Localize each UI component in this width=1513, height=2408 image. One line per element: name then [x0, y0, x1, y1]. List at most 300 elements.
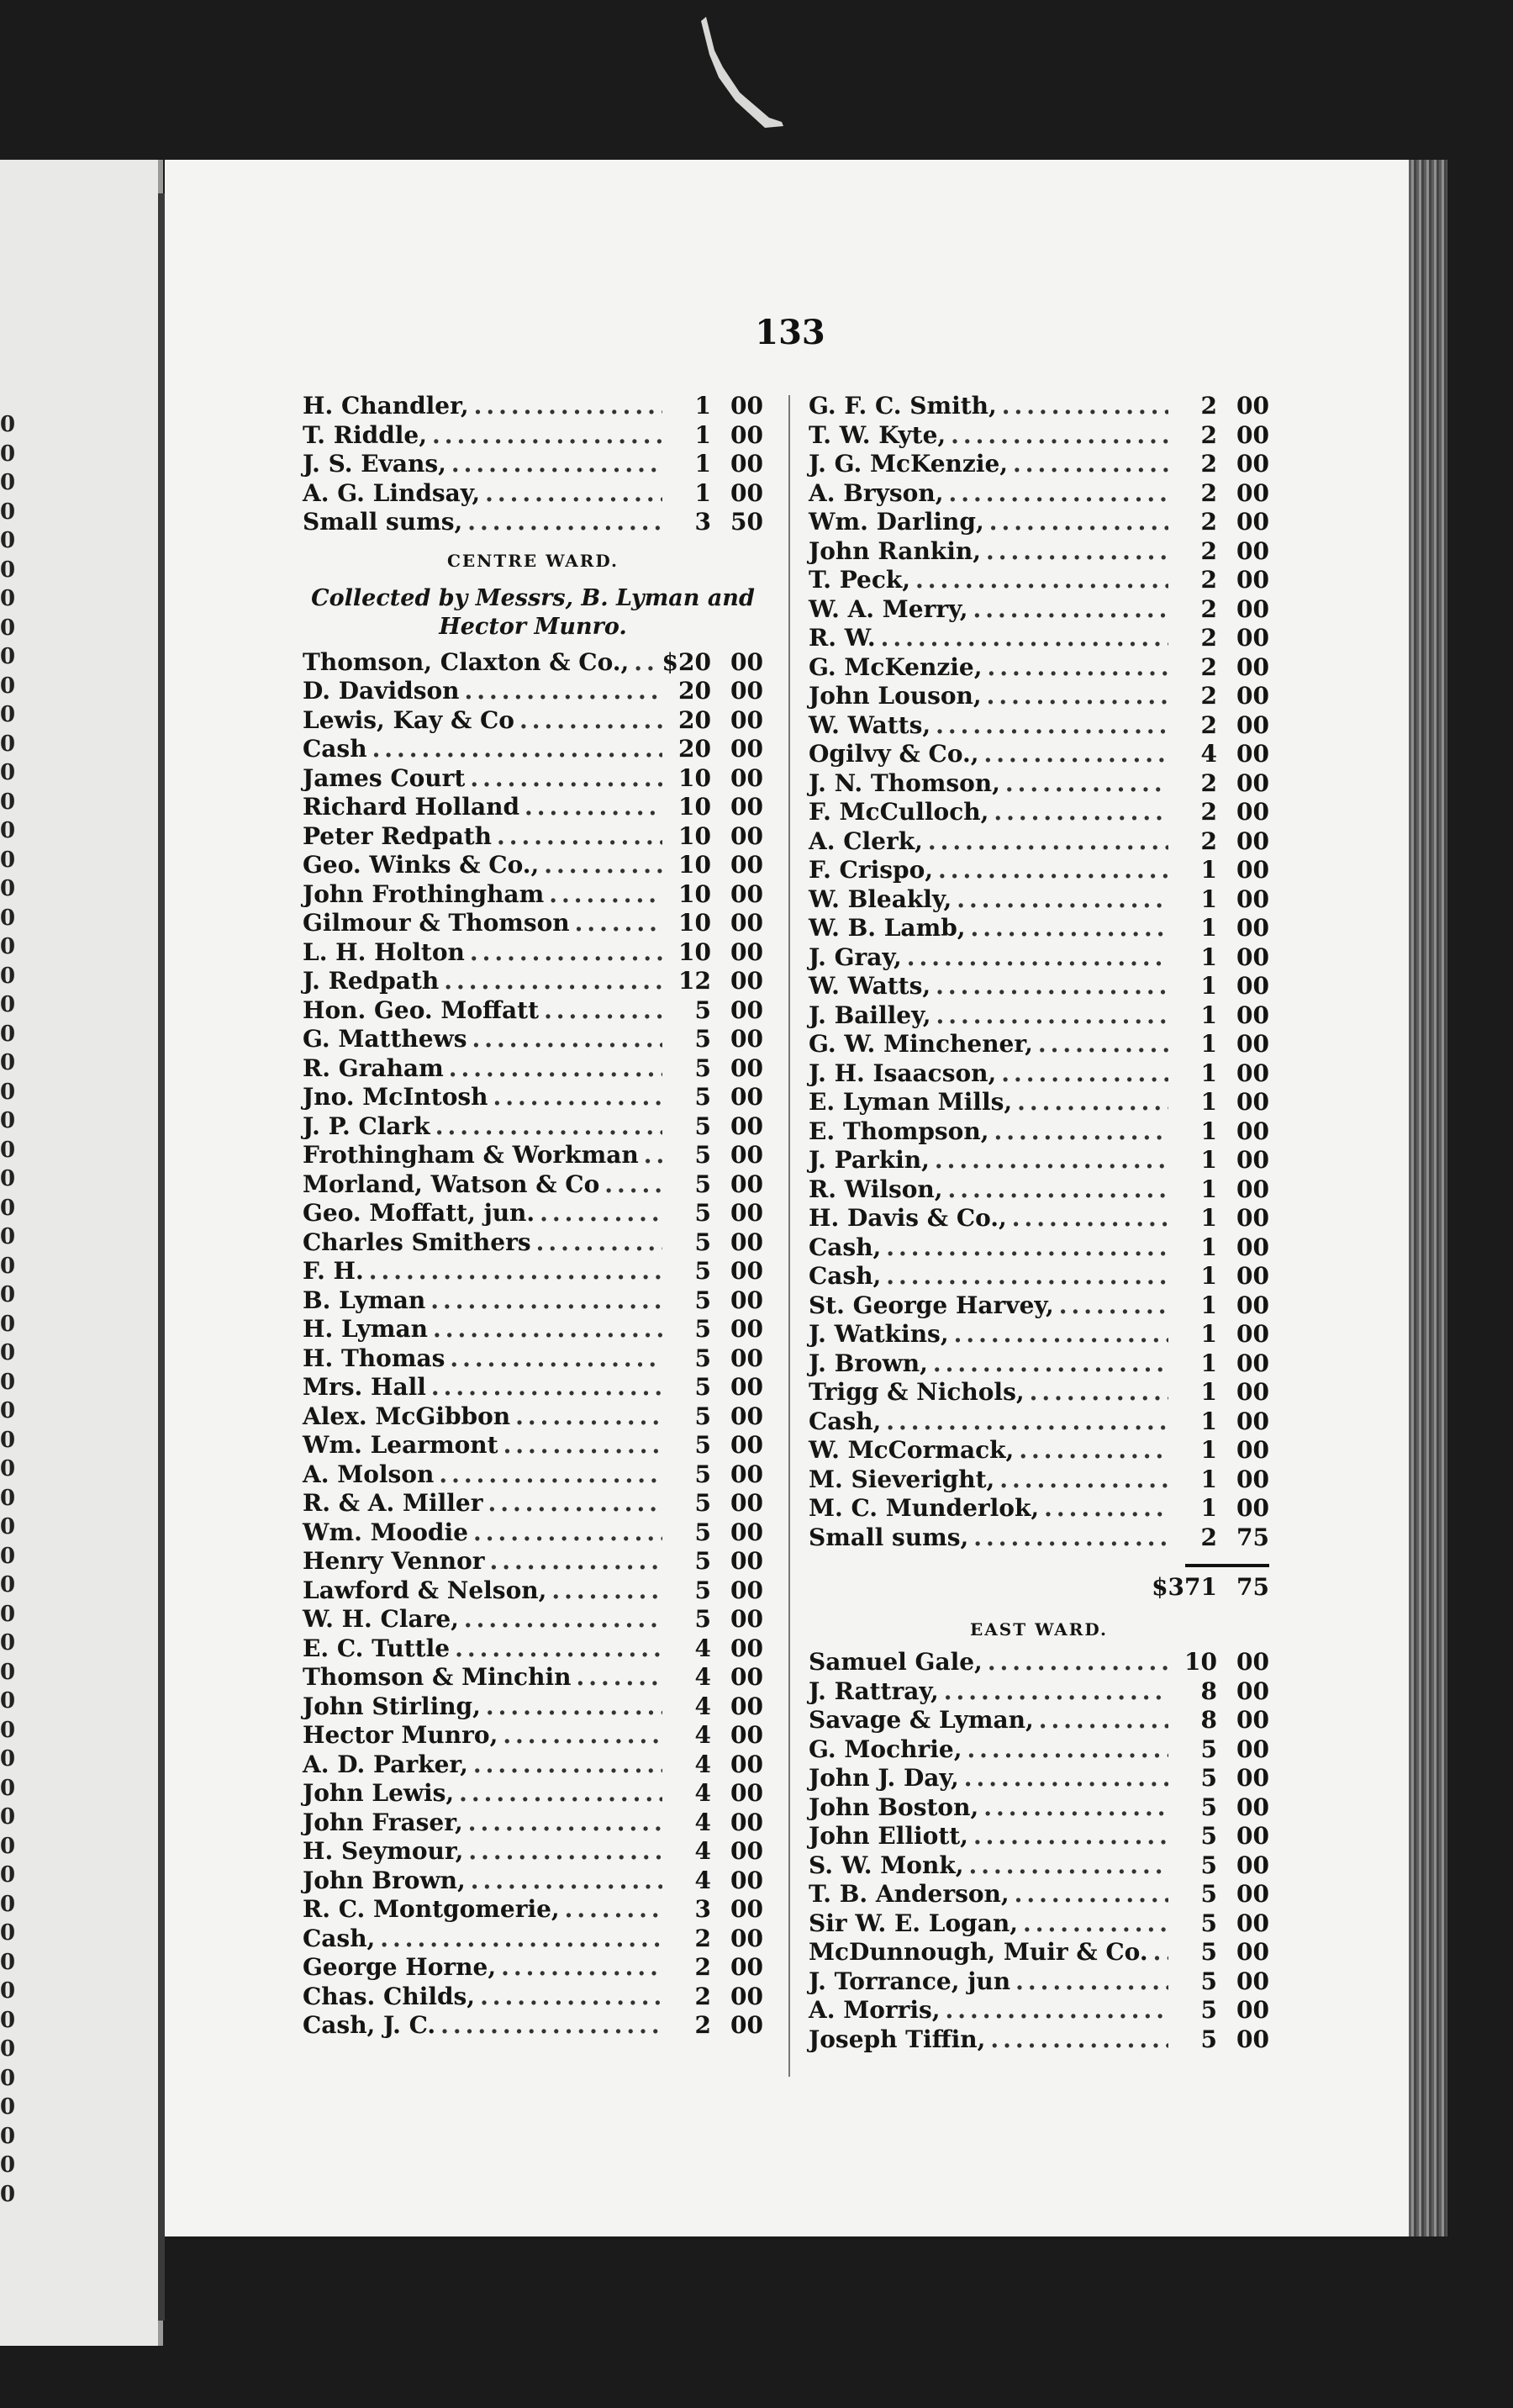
donor-name: W. H. Clare,: [303, 1605, 459, 1633]
amount-cents: 00: [1236, 856, 1269, 884]
donor-name: J. Gray,: [809, 943, 902, 971]
ledger-row: [303, 392, 763, 421]
donor-name: J. H. Isaacson,: [809, 1059, 997, 1087]
ledger-row: [809, 1996, 1269, 2025]
left-page-digit: 0: [0, 1108, 16, 1133]
leader-dots: [1038, 1030, 1168, 1058]
amount-cents: 00: [730, 879, 763, 908]
continued-entries: [809, 392, 1269, 1552]
amount-cents: 00: [730, 1083, 763, 1111]
ledger-row: [809, 1967, 1269, 1997]
ledger-row: [303, 1431, 763, 1460]
amount-cents: 00: [1236, 1706, 1269, 1734]
leader-dots: [954, 1320, 1168, 1348]
donor-name: W. McCormack,: [809, 1436, 1015, 1464]
amount-cents: 00: [1236, 478, 1269, 507]
leader-dots: [1015, 1967, 1168, 1995]
amount-dollars: 2: [1200, 594, 1217, 623]
left-page-digit: 0: [0, 1311, 16, 1337]
leader-dots: [503, 1721, 662, 1749]
ledger-row: [809, 479, 1269, 509]
amount-dollars: 1: [1200, 1494, 1217, 1522]
donor-name: J. Bailley,: [809, 1001, 931, 1029]
ledger-row: [809, 1735, 1269, 1765]
donor-name: S. W. Monk,: [809, 1851, 964, 1879]
total-cents: 75: [1236, 1572, 1269, 1601]
donor-name: James Court: [303, 763, 466, 792]
ledger-row: [809, 1764, 1269, 1793]
donor-name: Mrs. Hall: [303, 1373, 426, 1401]
donor-name: George Horne,: [303, 1953, 497, 1981]
left-page-digit: 0: [0, 1195, 16, 1221]
ledger-row: [809, 1001, 1269, 1031]
leader-dots: [936, 711, 1168, 739]
amount-cents: 00: [730, 1982, 763, 2010]
donor-name: John J. Day,: [809, 1764, 959, 1792]
left-page-digit: 0: [0, 789, 16, 815]
donor-name: Wm. Moodie: [303, 1518, 468, 1546]
donor-name: Geo. Winks & Co.,: [303, 851, 540, 879]
ledger-row: [809, 740, 1269, 769]
ledger-row: [303, 1025, 763, 1054]
leader-dots: [1017, 1088, 1168, 1116]
amount-dollars: 2: [1200, 652, 1217, 681]
east-ward-entries: [809, 1648, 1269, 2054]
donor-name: T. B. Anderson,: [809, 1880, 1010, 1908]
leader-dots: [946, 1996, 1168, 2024]
left-page-digit: 0: [0, 1514, 16, 1539]
amount-dollars: 5: [1200, 1996, 1217, 2024]
amount-cents: 00: [1236, 1494, 1269, 1522]
amount-dollars: 1: [1200, 1291, 1217, 1319]
ledger-row: [809, 1793, 1269, 1823]
left-page-digit: 0: [0, 528, 16, 553]
leader-dots: [968, 1851, 1168, 1879]
ledger-row: [303, 1721, 763, 1751]
donor-name: Cash,: [303, 1924, 376, 1952]
amount-cents: 00: [1236, 1233, 1269, 1261]
amount-dollars: 10: [678, 879, 711, 908]
amount-dollars: 5: [694, 1315, 711, 1343]
amount-dollars: 10: [678, 763, 711, 792]
donor-name: J. P. Clark: [303, 1112, 430, 1140]
leader-dots: [449, 1054, 662, 1082]
donor-name: St. George Harvey,: [809, 1291, 1054, 1319]
leader-dots: [467, 508, 662, 536]
ledger-row: [303, 1315, 763, 1344]
amount-cents: 00: [1236, 1880, 1269, 1908]
amount-cents: 00: [730, 1518, 763, 1546]
amount-cents: 00: [1236, 740, 1269, 768]
donor-name: M. C. Munderlok,: [809, 1494, 1040, 1522]
leader-dots: [450, 1344, 662, 1372]
leader-dots: [372, 735, 662, 763]
left-page-digit: 0: [0, 586, 16, 611]
ledger-row: [303, 508, 763, 537]
donor-name: W. A. Merry,: [809, 594, 968, 623]
ledger-row: [303, 1228, 763, 1258]
amount-dollars: 1: [1200, 885, 1217, 913]
donor-name: D. Davidson: [303, 677, 460, 705]
donor-name: R. & A. Miller: [303, 1489, 483, 1517]
leader-dots: [432, 421, 662, 449]
ledger-row: [303, 1257, 763, 1286]
leader-dots: [474, 392, 662, 420]
ledger-row: [809, 1648, 1269, 1677]
ledger-row: [303, 1809, 763, 1838]
amount-cents: 00: [1236, 885, 1269, 913]
ledger-row: [809, 711, 1269, 741]
total-dollars: $371: [1152, 1572, 1217, 1601]
leader-dots: [1153, 1938, 1168, 1966]
donor-name: E. Thompson,: [809, 1117, 989, 1145]
amount-dollars: 1: [1200, 1378, 1217, 1406]
donor-name: Trigg & Nichols,: [809, 1378, 1025, 1406]
left-page-digit: 0: [0, 2152, 16, 2178]
donor-name: Wm. Learmont: [303, 1431, 498, 1459]
ledger-row: [809, 1909, 1269, 1939]
left-page-digit: 0: [0, 992, 16, 1017]
leader-dots: [967, 1735, 1168, 1763]
leader-dots: [490, 1547, 662, 1575]
amount-dollars: 4: [1200, 740, 1217, 768]
ledger-row: [303, 1402, 763, 1432]
leader-dots: [1023, 1909, 1168, 1937]
left-page-digit: 0: [0, 1572, 16, 1597]
left-page-digit: 0: [0, 847, 16, 873]
donor-name: J. Torrance, jun: [809, 1967, 1011, 1995]
ledger-row: [809, 1117, 1269, 1147]
leader-dots: [525, 793, 662, 821]
left-page-digit: 0: [0, 1427, 16, 1453]
ledger-row: [303, 706, 763, 736]
ledger-row: [303, 764, 763, 794]
amount-dollars: 5: [694, 1228, 711, 1256]
amount-cents: 00: [1236, 1735, 1269, 1763]
amount-dollars: 2: [1200, 392, 1217, 420]
amount-dollars: 4: [694, 1663, 711, 1691]
donor-name: Wm. Darling,: [809, 508, 984, 536]
amount-dollars: 1: [1200, 1233, 1217, 1261]
amount-cents: 00: [1236, 1349, 1269, 1377]
leader-dots: [999, 1465, 1168, 1493]
leader-dots: [485, 479, 662, 507]
amount-dollars: 1: [1200, 1088, 1217, 1116]
donor-name: Hector Munro,: [303, 1721, 498, 1749]
leader-dots: [984, 740, 1168, 768]
amount-cents: 00: [1236, 1407, 1269, 1435]
centre-ward-heading: CENTRE WARD.: [446, 550, 619, 571]
leader-dots: [501, 1953, 662, 1981]
ledger-row: [809, 1706, 1269, 1735]
leader-dots: [430, 1286, 662, 1314]
ledger-row: [809, 914, 1269, 943]
ledger-row: [303, 479, 763, 509]
left-page-digit: 0: [0, 2007, 16, 2033]
amount-cents: 00: [730, 1431, 763, 1459]
left-page-digit: 0: [0, 615, 16, 641]
leader-dots: [444, 967, 662, 995]
amount-dollars: 5: [694, 1199, 711, 1227]
donor-name: Richard Holland: [303, 793, 520, 821]
ledger-row: [809, 1291, 1269, 1321]
left-page-digit: 0: [0, 1340, 16, 1365]
leader-dots: [973, 1523, 1168, 1551]
amount-cents: 00: [730, 1199, 763, 1227]
leader-dots: [575, 909, 662, 937]
ledger-row: [303, 1953, 763, 1983]
amount-dollars: 2: [1200, 624, 1217, 652]
leader-dots: [990, 2025, 1168, 2053]
donor-name: L. H. Holton: [303, 937, 465, 966]
left-page-digit: 0: [0, 1775, 16, 1801]
amount-dollars: 2: [694, 2011, 711, 2039]
left-page-digit: 0: [0, 1659, 16, 1685]
left-page-digit: 0: [0, 731, 16, 757]
ledger-row: [809, 1146, 1269, 1175]
amount-cents: 00: [730, 1692, 763, 1720]
ledger-row: [303, 909, 763, 938]
donor-name: Small sums,: [303, 508, 463, 536]
amount-cents: 00: [1236, 1909, 1269, 1937]
amount-dollars: 5: [694, 1576, 711, 1604]
amount-dollars: 5: [694, 1605, 711, 1633]
amount-cents: 00: [1236, 768, 1269, 797]
leader-dots: [565, 1895, 662, 1923]
ledger-row: [303, 880, 763, 910]
leader-dots: [944, 1677, 1168, 1705]
amount-dollars: 5: [1200, 1909, 1217, 1937]
donor-name: T. Riddle,: [303, 420, 427, 449]
ledger-row: [809, 1233, 1269, 1263]
amount-dollars: 5: [1200, 1938, 1217, 1966]
amount-dollars: 2: [1200, 768, 1217, 797]
amount-dollars: 1: [1200, 1001, 1217, 1029]
amount-dollars: 2: [1200, 450, 1217, 478]
ledger-row: [809, 508, 1269, 537]
left-page-digit: 0: [0, 2123, 16, 2149]
ledger-row: [303, 1692, 763, 1722]
amount-dollars: 2: [1200, 826, 1217, 855]
donor-name: Lawford & Nelson,: [303, 1576, 547, 1604]
ledger-row: [303, 1634, 763, 1664]
amount-dollars: 1: [1200, 1349, 1217, 1377]
amount-dollars: 1: [1200, 1204, 1217, 1232]
ledger-row: [809, 1088, 1269, 1117]
ward-total: [809, 1567, 1269, 1606]
leader-dots: [1039, 1706, 1168, 1734]
amount-dollars: 1: [694, 450, 711, 478]
amount-cents: 00: [730, 1634, 763, 1662]
amount-dollars: 4: [694, 1634, 711, 1662]
amount-cents: 00: [730, 1344, 763, 1372]
paper-scrap: [689, 17, 790, 135]
amount-cents: 00: [730, 647, 763, 676]
leader-dots: [497, 822, 662, 850]
leader-dots: [994, 1117, 1168, 1145]
amount-cents: 00: [1236, 1436, 1269, 1464]
ledger-row: [809, 1851, 1269, 1881]
amount-cents: 00: [1236, 826, 1269, 855]
leader-dots: [519, 706, 662, 734]
leader-dots: [994, 798, 1168, 826]
leader-dots: [644, 1141, 662, 1169]
ledger-row: [303, 1083, 763, 1112]
amount-cents: 00: [1236, 594, 1269, 623]
leader-dots: [1005, 769, 1168, 797]
amount-dollars: 5: [1200, 1880, 1217, 1908]
ledger-row: [303, 1489, 763, 1518]
donor-name: Geo. Moffatt, jun.: [303, 1199, 535, 1227]
ledger-row: [303, 851, 763, 880]
ledger-row: [809, 1349, 1269, 1379]
leader-dots: [948, 479, 1168, 507]
amount-dollars: 5: [1200, 1851, 1217, 1879]
leader-dots: [369, 1257, 662, 1285]
ledger-row: [303, 1286, 763, 1316]
donor-name: T. Peck,: [809, 566, 911, 594]
donor-name: Ogilvy & Co.,: [809, 740, 979, 768]
leader-dots: [957, 885, 1168, 913]
amount-dollars: 2: [1200, 420, 1217, 449]
amount-cents: 00: [1236, 1793, 1269, 1821]
amount-dollars: 5: [694, 1286, 711, 1314]
donor-name: Joseph Tiffin,: [809, 2025, 986, 2053]
leader-dots: [948, 1175, 1168, 1203]
amount-cents: 00: [1236, 972, 1269, 1000]
donor-name: A. Morris,: [809, 1996, 941, 2024]
leader-dots: [464, 677, 662, 705]
amount-cents: 00: [1236, 1378, 1269, 1406]
ledger-row: [303, 1054, 763, 1084]
amount-cents: 00: [1236, 1146, 1269, 1174]
leader-dots: [576, 1663, 662, 1691]
donor-name: Cash,: [809, 1233, 882, 1261]
amount-dollars: 5: [694, 1547, 711, 1575]
amount-cents: 00: [1236, 710, 1269, 739]
ledger-row: [303, 1460, 763, 1490]
amount-cents: 00: [730, 1025, 763, 1053]
donor-name: G. McKenzie,: [809, 652, 983, 681]
donor-name: J. Redpath: [303, 967, 440, 995]
amount-cents: 00: [1236, 1764, 1269, 1792]
amount-cents: 00: [1236, 798, 1269, 826]
amount-dollars: 1: [1200, 1175, 1217, 1203]
amount-dollars: 1: [694, 420, 711, 449]
book-gutter: [158, 193, 165, 2321]
left-page-digit: 0: [0, 1166, 16, 1191]
donor-name: J. S. Evans,: [303, 450, 446, 478]
amount-dollars: 1: [1200, 1117, 1217, 1145]
leader-dots: [973, 595, 1168, 623]
ledger-row: [303, 1983, 763, 2012]
amount-dollars: 1: [694, 392, 711, 420]
ledger-row: [303, 1518, 763, 1548]
amount-cents: 00: [1236, 1262, 1269, 1290]
left-page-digit: 0: [0, 1369, 16, 1395]
left-page-digit: 0: [0, 1630, 16, 1656]
left-page-digit: 0: [0, 1079, 16, 1105]
amount-dollars: 10: [678, 851, 711, 879]
left-page-digit: 0: [0, 1862, 16, 1888]
ledger-row: [303, 421, 763, 451]
ledger-row: [809, 1938, 1269, 1967]
donor-name: A. Bryson,: [809, 478, 944, 507]
ledger-row: [809, 624, 1269, 653]
leader-dots: [470, 938, 662, 966]
leader-dots: [433, 1315, 662, 1343]
ledger-row: [809, 392, 1269, 421]
amount-cents: 00: [730, 1605, 763, 1633]
amount-dollars: 5: [694, 1373, 711, 1401]
donor-name: John Stirling,: [303, 1692, 481, 1720]
donor-name: H. Davis & Co.,: [809, 1204, 1007, 1232]
amount-dollars: 5: [694, 1083, 711, 1111]
donor-name: Savage & Lyman,: [809, 1706, 1034, 1734]
amount-dollars: 2: [1200, 1523, 1217, 1551]
donor-name: Cash: [303, 735, 367, 763]
ledger-row: [303, 1663, 763, 1692]
left-column: [303, 392, 763, 2041]
leader-dots: [935, 1146, 1168, 1174]
ledger-row: [303, 1779, 763, 1809]
ledger-row: [809, 1494, 1269, 1523]
leader-dots: [886, 1407, 1168, 1435]
donor-name: A. G. Lindsay,: [303, 478, 481, 507]
leader-dots: [540, 1199, 662, 1227]
left-page-digit: 0: [0, 1137, 16, 1163]
ledger-row: [809, 856, 1269, 885]
amount-cents: 00: [730, 735, 763, 763]
leader-dots: [435, 1112, 662, 1140]
donor-name: H. Chandler,: [303, 392, 469, 420]
ledger-row: [303, 822, 763, 852]
amount-dollars: 20: [678, 735, 711, 763]
amount-cents: 00: [1236, 624, 1269, 652]
donor-name: R. W.: [809, 624, 876, 652]
amount-cents: 00: [1236, 1088, 1269, 1116]
amount-dollars: 5: [694, 1112, 711, 1140]
donor-name: W. Watts,: [809, 972, 931, 1000]
amount-dollars: 10: [678, 821, 711, 850]
amount-cents: 00: [730, 851, 763, 879]
ledger-row: [809, 1059, 1269, 1089]
left-page-digit: 0: [0, 1688, 16, 1714]
amount-cents: 00: [1236, 508, 1269, 536]
leader-dots: [480, 1983, 662, 2010]
amount-dollars: 5: [694, 1402, 711, 1430]
centre-ward-entries: [303, 648, 763, 2041]
amount-cents: 00: [730, 705, 763, 734]
leader-dots: [933, 1349, 1168, 1377]
left-page-digit: 0: [0, 1978, 16, 2004]
left-page-digit: 0: [0, 1050, 16, 1075]
left-page-digit: 0: [0, 1021, 16, 1047]
amount-dollars: 2: [694, 1982, 711, 2010]
ledger-row: [303, 2011, 763, 2041]
ledger-row: [809, 1030, 1269, 1059]
leader-dots: [989, 508, 1168, 536]
amount-dollars: 10: [678, 937, 711, 966]
page-edge: [1409, 160, 1447, 2236]
ledger-row: [809, 1407, 1269, 1437]
amount-dollars: 1: [1200, 1465, 1217, 1493]
donor-name: Chas. Childs,: [303, 1982, 476, 2010]
amount-cents: 00: [730, 1402, 763, 1430]
left-page-digit: 0: [0, 470, 16, 495]
donor-name: Thomson & Minchin: [303, 1663, 572, 1691]
donor-name: J. Rattray,: [809, 1677, 939, 1705]
